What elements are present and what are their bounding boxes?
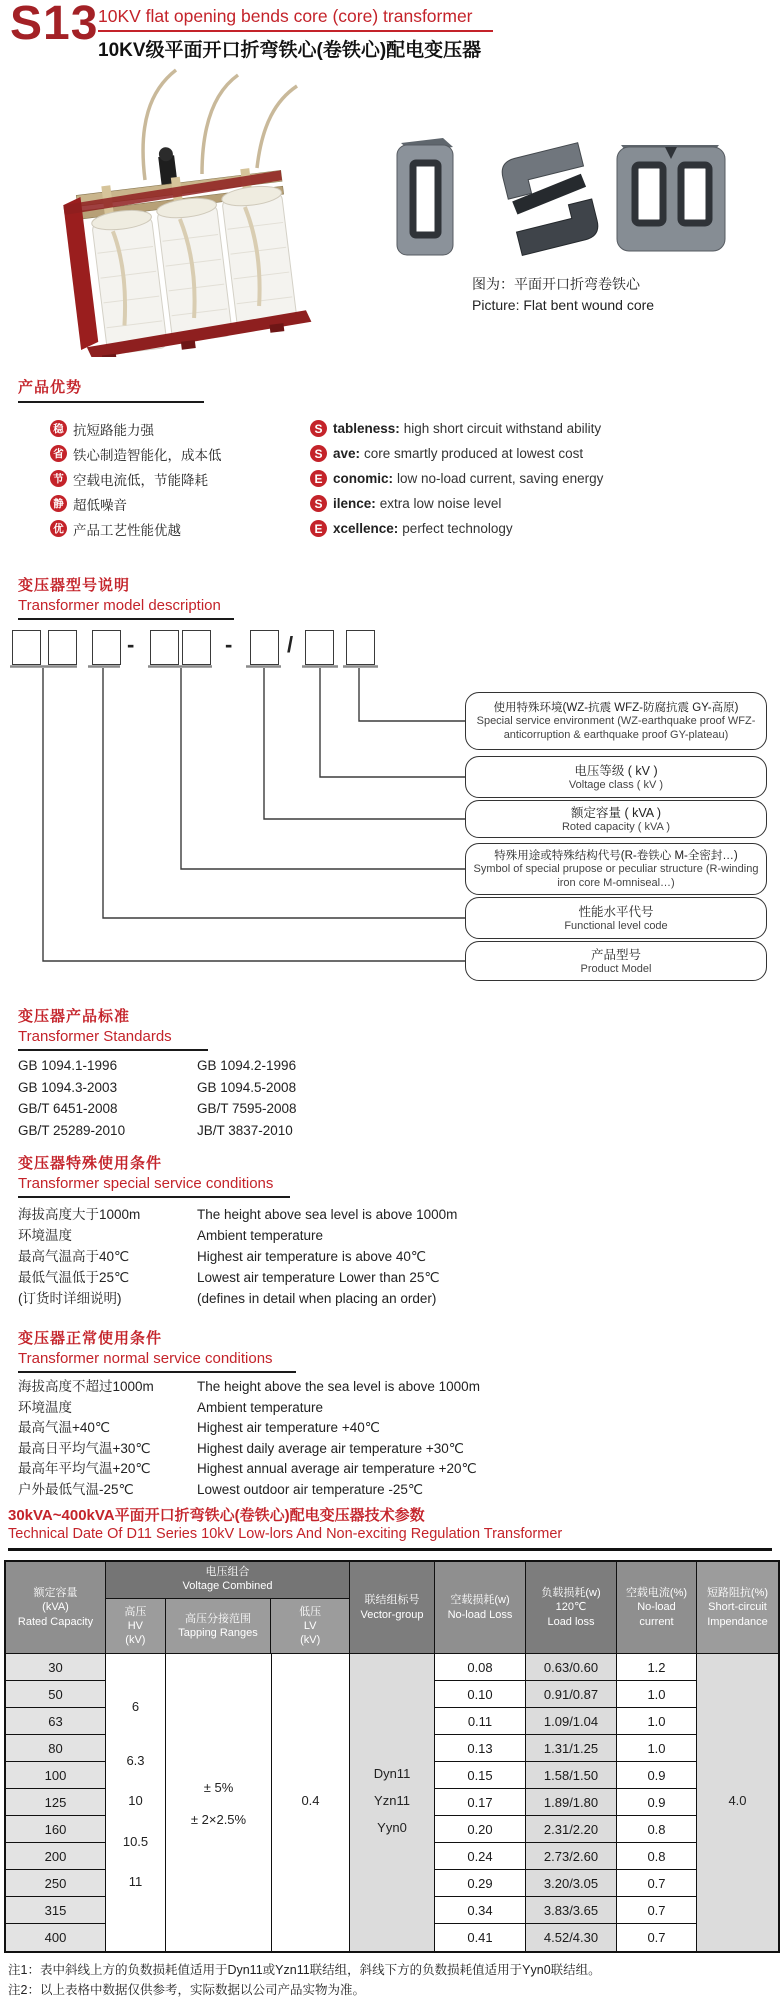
advantage-item [50,441,222,466]
model-desc-heading-en: Transformer model description [18,597,221,614]
model-code-box [346,630,375,665]
advantage-lead-en: ilence: [333,496,376,511]
capacity-cell: 160 [6,1816,105,1843]
section-special-conditions-heading [18,1152,290,1198]
standards-list [18,1055,297,1141]
header-noload-loss: 空载损耗(w) No-load Loss [435,1562,526,1654]
page-title-en: 10KV flat opening bends core (core) transformer [98,6,493,32]
tapping-value: ± 5% [203,1780,234,1795]
condition-zh: (订货时详细说明) [18,1291,122,1306]
condition-en: Highest air temperature is above 40℃ [197,1249,427,1264]
hv-value: 6.3 [126,1753,145,1768]
label-zh: 电压等级 ( kV ) [574,764,658,779]
special-heading-zh: 变压器特殊使用条件 [18,1155,163,1172]
advantage-text-en: low no-load current, saving energy [397,471,604,486]
condition-zh: 最低气温低于25℃ [18,1270,130,1285]
advantage-item [310,491,603,516]
col-vector-group [350,1654,435,1951]
product-model-code: S13 [10,0,99,50]
noload-loss-cell: 0.08 [435,1654,525,1681]
condition-en: Ambient temperature [197,1228,324,1243]
advantages-list-zh [50,416,222,541]
header-voltage-band: 电压组合 Voltage Combined [106,1562,349,1599]
capacity-cell: 100 [6,1762,105,1789]
advantages-list-en [310,416,603,541]
condition-en: Highest annual average air temperature +20℃ [197,1461,477,1476]
label-en: Symbol of special prupose or peculiar structure (R-winding iron core M-omniseal…) [473,863,759,889]
capacity-cell: 315 [6,1897,105,1924]
noload-current-cell: 0.7 [617,1897,696,1924]
load-loss-cell: 2.31/2.20 [526,1816,616,1843]
picture-caption-en: Picture: Flat bent wound core [472,297,655,313]
condition-zh: 最高气温+40℃ [18,1420,111,1435]
advantage-text-zh: 抗短路能力强 [73,422,154,438]
noload-loss-cell: 0.29 [435,1870,525,1897]
technical-data-table [4,1560,780,1953]
core-samples-photo [385,135,735,265]
advantage-item [310,441,603,466]
section-model-desc-heading [18,574,234,620]
model-desc-heading-zh: 变压器型号说明 [18,577,131,594]
condition-zh: 最高年平均气温+20℃ [18,1461,151,1476]
model-code-box [182,630,211,665]
advantage-badge-icon: S [310,420,327,437]
noload-current-cell: 0.8 [617,1816,696,1843]
heading-rule [18,401,204,403]
header-impedance: 短路阻抗(%) Short-circuit Impendance [697,1562,778,1654]
condition-en: Lowest outdoor air temperature -25℃ [197,1481,424,1497]
section-advantages-heading [18,376,204,403]
advantage-lead-en: tableness: [333,421,400,436]
model-code-box [250,630,279,665]
picture-caption-zh: 图为：平面开口折弯卷铁心 [472,276,640,292]
noload-loss-cell: 0.11 [435,1708,525,1735]
col-noload-loss [435,1654,526,1951]
condition-zh: 海拔高度不超过1000m [18,1379,154,1394]
model-label-special-structure [465,843,767,895]
model-code-box [92,630,121,665]
hv-value: 10.5 [122,1834,149,1849]
advantage-item [310,466,603,491]
label-zh: 特殊用途或特殊结构代号(R-卷铁心 M-全密封…) [494,850,738,863]
standard-item: GB 1094.5-2008 [197,1079,297,1095]
normal-conditions-list [18,1377,480,1500]
model-code-diagram [0,620,780,992]
advantage-item [310,516,603,541]
model-code-box [12,630,41,665]
noload-current-cell: 1.0 [617,1708,696,1735]
hv-value: 11 [128,1874,143,1889]
advantage-text-zh: 产品工艺性能优越 [73,522,181,538]
special-conditions-list [18,1204,457,1309]
label-en: Product Model [580,963,652,976]
noload-current-cell: 0.9 [617,1789,696,1816]
advantage-text-en: extra low noise level [379,496,502,511]
capacity-cell: 250 [6,1870,105,1897]
advantage-badge-icon: 节 [50,470,67,487]
noload-current-cell: 1.0 [617,1735,696,1762]
note-2: 注2：以上表格中数据仅供参考，实际数据以公司产品实物为准。 [8,1983,365,1997]
capacity-cell: 30 [6,1654,105,1681]
load-loss-cell: 2.73/2.60 [526,1843,616,1870]
condition-zh: 最高日平均气温+30℃ [18,1440,151,1456]
lv-value: 0.4 [301,1793,320,1808]
noload-current-cell: 0.9 [617,1762,696,1789]
model-code-box [305,630,334,665]
page-header [98,6,493,62]
noload-loss-cell: 0.20 [435,1816,525,1843]
header-voltage-combined [106,1562,350,1654]
advantage-lead-en: conomic: [333,471,394,486]
advantage-text-en: perfect technology [402,521,513,536]
tech-heading-en: Technical Date Of D11 Series 10kV Low-lors And Non-exciting Regulation Transformer [8,1526,563,1542]
advantage-text-en: high short circuit withstand ability [403,421,602,436]
advantage-item [310,416,603,441]
condition-en: The height above the sea level is above 1000m [197,1379,480,1394]
capacity-cell: 80 [6,1735,105,1762]
load-loss-cell: 3.83/3.65 [526,1897,616,1924]
advantage-item [50,466,222,491]
header-rated-capacity: 额定容量 (kVA) Rated Capacity [6,1562,106,1654]
standards-heading-en: Transformer Standards [18,1028,172,1045]
capacity-cell: 125 [6,1789,105,1816]
header-tapping-ranges: 高压分接范围 Tapping Ranges [166,1599,272,1653]
advantage-badge-icon: E [310,520,327,537]
advantage-item [50,516,222,541]
page-title-zh: 10KV级平面开口折弯铁心(卷铁心)配电变压器 [98,40,482,61]
load-loss-cell: 4.52/4.30 [526,1924,616,1951]
hv-value: 6 [131,1699,140,1714]
load-loss-cell: 1.58/1.50 [526,1762,616,1789]
condition-en: Lowest air temperature Lower than 25℃ [197,1270,440,1285]
advantage-item [50,416,222,441]
table-header [6,1562,778,1654]
noload-current-cell: 1.0 [617,1681,696,1708]
condition-en: The height above sea level is above 1000m [197,1207,458,1222]
heading-rule [18,1196,290,1198]
load-loss-cell: 0.91/0.87 [526,1681,616,1708]
col-rated-capacity [6,1654,106,1951]
noload-current-cell: 0.7 [617,1870,696,1897]
capacity-cell: 50 [6,1681,105,1708]
hv-value: 10 [128,1793,143,1808]
noload-loss-cell: 0.34 [435,1897,525,1924]
standard-item: GB 1094.3-2003 [18,1079,118,1095]
col-noload-current [617,1654,697,1951]
vector-value: Yzn11 [374,1793,410,1808]
advantage-text-en: core smartly produced at lowest cost [364,446,584,461]
standard-item: GB/T 7595-2008 [197,1101,297,1116]
model-label-special-environment [465,692,767,750]
capacity-cell: 400 [6,1924,105,1951]
model-code-box [150,630,179,665]
standard-item: GB/T 25289-2010 [18,1122,126,1138]
label-zh: 产品型号 [590,948,641,963]
advantage-lead-en: ave: [333,446,361,461]
label-en: Functional level code [564,920,668,933]
special-heading-en: Transformer special service conditions [18,1175,274,1192]
condition-zh: 户外最低气温-25℃ [18,1481,134,1497]
col-load-loss [526,1654,617,1951]
condition-en: Highest air temperature +40℃ [197,1420,380,1435]
header-load-loss: 负载损耗(w) 120℃ Load loss [526,1562,617,1654]
condition-en: Ambient temperature [197,1399,324,1415]
advantage-badge-icon: 稳 [50,420,67,437]
tech-heading-zh: 30kVA~400kVA平面开口折弯铁心(卷铁心)配电变压器技术参数 [8,1507,425,1524]
noload-loss-cell: 0.15 [435,1762,525,1789]
label-zh: 使用特殊环境(WZ-抗震 WFZ-防腐抗震 GY-高原) [493,702,739,715]
advantage-badge-icon: E [310,470,327,487]
core-open-bent [499,143,601,256]
condition-zh: 海拔高度大于1000m [18,1207,141,1222]
load-loss-cell: 3.20/3.05 [526,1870,616,1897]
heading-rule [18,1049,208,1051]
col-lv [272,1654,350,1951]
advantages-heading-zh: 产品优势 [18,379,83,396]
advantage-badge-icon: S [310,445,327,462]
advantage-badge-icon: 省 [50,445,67,462]
core-frame-single [397,138,453,255]
noload-loss-cell: 0.41 [467,1930,493,1945]
col-hv [106,1654,166,1951]
model-code-dash: - [127,632,135,657]
vector-value: Dyn11 [373,1766,411,1781]
standard-item: JB/T 3837-2010 [197,1122,293,1138]
advantage-text-zh: 铁心制造智能化，成本低 [73,447,222,463]
noload-loss-cell: 0.10 [435,1681,525,1708]
model-code-dash: - [225,632,233,657]
label-en: Voltage class ( kV ) [568,779,664,792]
advantage-badge-icon: S [310,495,327,512]
col-impedance [697,1654,778,1951]
advantage-badge-icon: 优 [50,520,67,537]
standard-item: GB 1094.1-1996 [18,1058,118,1073]
advantage-item [50,491,222,516]
condition-en: Highest daily average air temperature +30℃ [197,1440,464,1456]
model-label-product-model [465,941,767,981]
transformer-photo [50,62,330,357]
advantage-text-zh: 空载电流低，节能降耗 [73,472,208,488]
load-loss-cell: 1.09/1.04 [526,1708,616,1735]
load-loss-cell: 0.63/0.60 [526,1654,616,1681]
label-en: Special service environment (WZ-earthquake proof WFZ-anticorruption & earthquake proof GY-plateau) [476,715,756,741]
noload-current-cell: 1.2 [617,1654,696,1681]
standards-heading-zh: 变压器产品标准 [18,1008,131,1025]
header-noload-current: 空载电流(%) No-load current [617,1562,697,1654]
noload-loss-cell: 0.13 [435,1735,525,1762]
tapping-value: ± 2×2.5% [190,1812,247,1827]
model-label-functional-level [465,897,767,939]
condition-zh: 最高气温高于40℃ [18,1249,130,1264]
condition-en: (defines in detail when placing an order) [197,1291,437,1306]
header-vector-group: 联结组标号 Vector-group [350,1562,435,1654]
header-hv: 高压 HV (kV) [106,1599,166,1653]
condition-zh: 环境温度 [18,1228,72,1243]
model-code-box [48,630,77,665]
vector-value: Yyn0 [377,1820,407,1835]
advantage-lead-en: xcellence: [333,521,399,536]
section-standards-heading [18,1005,208,1051]
condition-zh: 环境温度 [18,1399,72,1415]
load-loss-cell: 1.31/1.25 [526,1735,616,1762]
standard-item: GB 1094.2-1996 [197,1058,297,1073]
tech-heading-rule [8,1548,772,1551]
label-zh: 性能水平代号 [578,905,654,920]
core-double-window [617,145,725,251]
normal-heading-zh: 变压器正常使用条件 [18,1330,163,1347]
capacity-cell: 200 [6,1843,105,1870]
note-1: 注1：表中斜线上方的负数损耗值适用于Dyn11或Yzn11联结组，斜线下方的负数损耗值适用于Yyn0联结组。 [8,1963,601,1977]
normal-heading-en: Transformer normal service conditions [18,1350,273,1367]
header-lv: 低压 LV (kV) [271,1599,349,1653]
noload-current-cell: 0.8 [617,1843,696,1870]
model-label-rated-capacity [465,800,767,838]
noload-loss-cell: 0.17 [435,1789,525,1816]
table-body [6,1654,778,1951]
impedance-value: 4.0 [728,1793,747,1808]
advantage-text-zh: 超低噪音 [73,497,127,513]
noload-loss-cell: 0.24 [435,1843,525,1870]
table-notes [8,1960,601,2000]
label-en: Roted capacity ( kVA ) [561,821,670,834]
heading-rule [18,1371,296,1373]
capacity-cell: 63 [6,1708,105,1735]
standard-item: GB/T 6451-2008 [18,1101,118,1116]
col-tapping [166,1654,272,1951]
load-loss-cell: 1.89/1.80 [526,1789,616,1816]
noload-current-cell: 0.7 [647,1930,666,1945]
advantage-badge-icon: 静 [50,495,67,512]
section-normal-conditions-heading [18,1327,296,1373]
model-code-slash: / [287,632,294,657]
model-label-voltage-class [465,756,767,798]
label-zh: 额定容量 ( kVA ) [570,806,662,821]
